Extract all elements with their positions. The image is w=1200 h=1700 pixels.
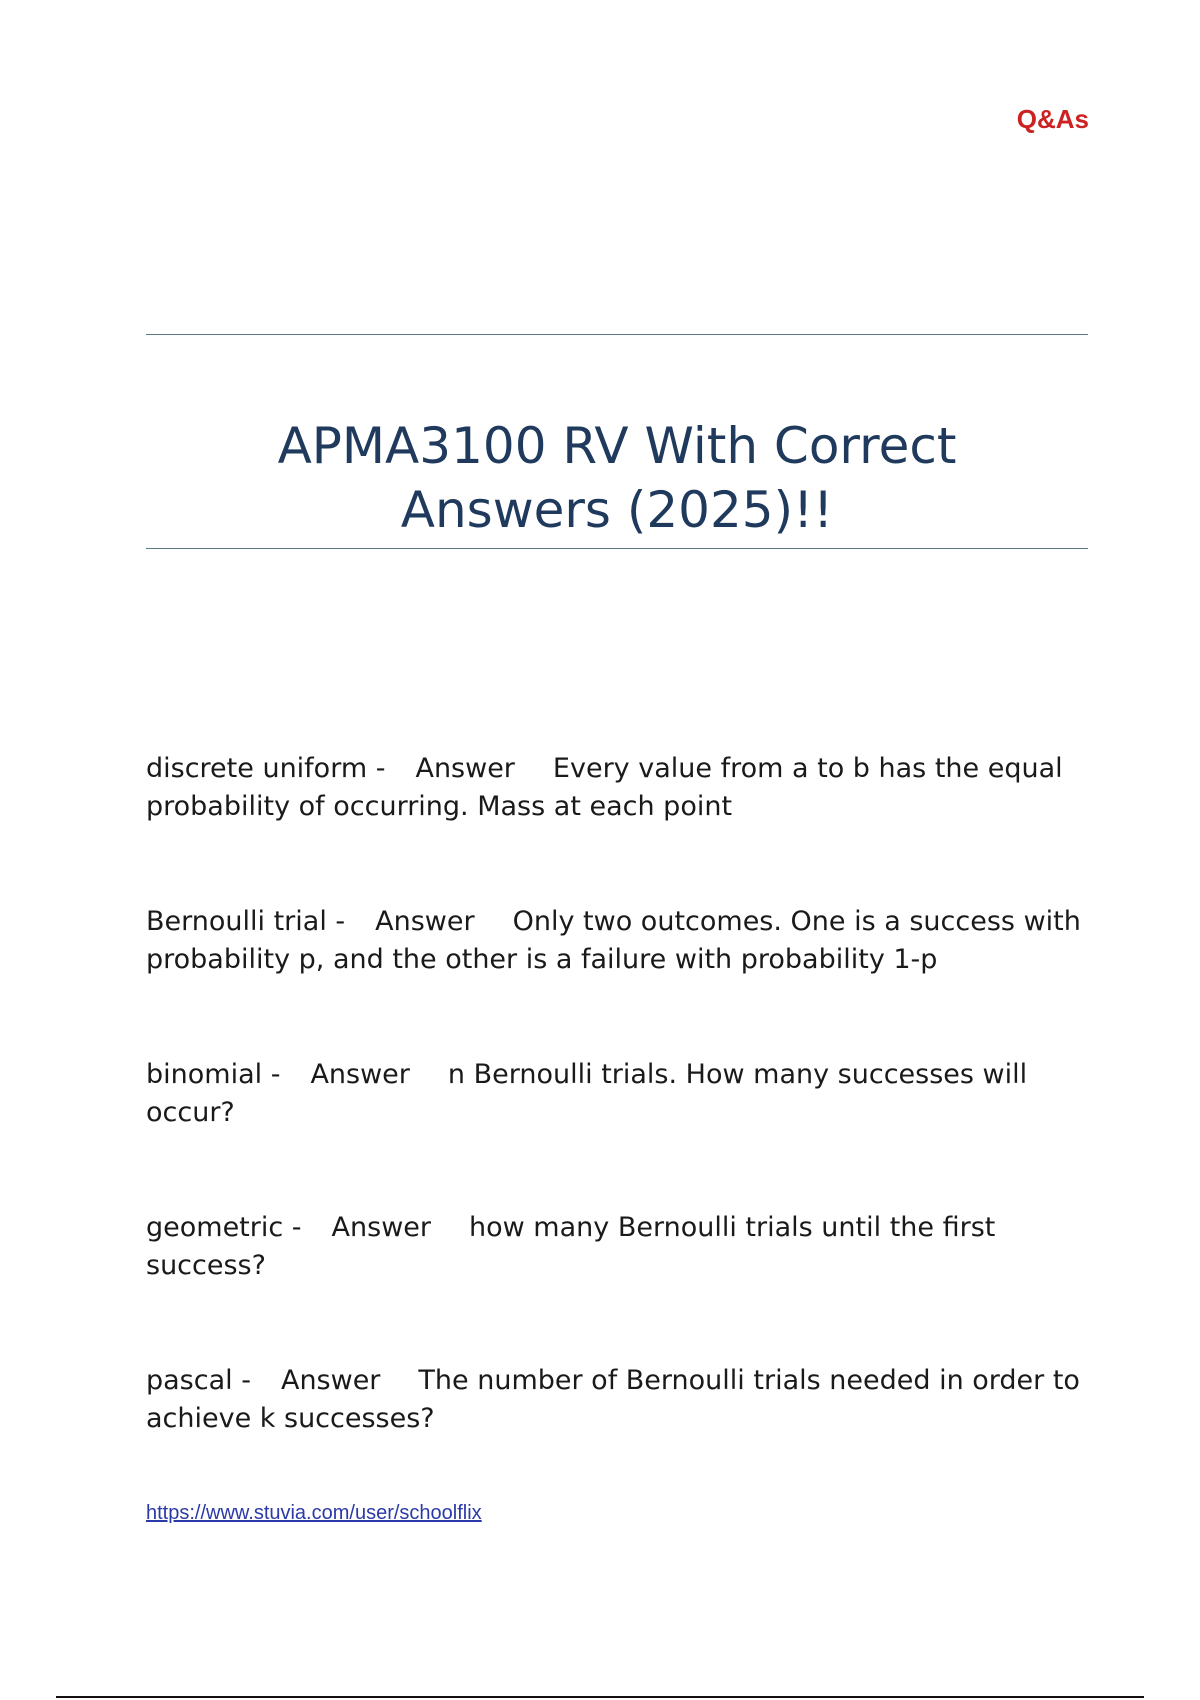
qa-answer: The number of Bernoulli trials needed in order to achieve k successes? xyxy=(146,1365,1080,1434)
title-line-1: APMA3100 RV With Correct xyxy=(277,417,957,475)
footer-rule xyxy=(56,1696,1144,1698)
qa-term: discrete uniform - xyxy=(146,753,386,784)
qa-item-pascal xyxy=(146,1362,1096,1438)
qa-term: pascal - xyxy=(146,1365,251,1396)
qa-answer: n Bernoulli trials. How many successes will occur? xyxy=(146,1059,1028,1128)
qa-answer-label: Answer xyxy=(331,1212,431,1243)
title-bottom-rule xyxy=(146,548,1088,549)
document-title xyxy=(146,414,1088,542)
title-top-rule xyxy=(146,334,1088,335)
qa-item-geometric xyxy=(146,1209,1096,1285)
qa-answer: how many Bernoulli trials until the first success? xyxy=(146,1212,996,1281)
qa-answer-label: Answer xyxy=(280,1365,381,1396)
qa-item-discrete-uniform xyxy=(146,750,1096,826)
qa-list xyxy=(146,750,1096,1515)
qa-tag: Q&As xyxy=(1016,104,1089,134)
qa-answer-label: Answer xyxy=(415,753,515,784)
title-line-2: Answers (2025)!! xyxy=(400,481,834,539)
qa-term: Bernoulli trial - xyxy=(146,906,346,937)
qa-item-bernoulli-trial xyxy=(146,903,1096,979)
qa-answer-label: Answer xyxy=(310,1059,410,1090)
qa-answer: Only two outcomes. One is a success with probability p, and the other is a failure with probability 1-p xyxy=(146,906,1081,975)
qa-item-binomial xyxy=(146,1056,1096,1132)
qa-term: geometric - xyxy=(146,1212,302,1243)
source-link[interactable]: https://www.stuvia.com/user/schoolflix xyxy=(146,1502,482,1524)
qa-answer-label: Answer xyxy=(375,906,475,937)
qa-answer: Every value from a to b has the equal probability of occurring. Mass at each point xyxy=(146,753,1063,822)
qa-term: binomial - xyxy=(146,1059,281,1090)
